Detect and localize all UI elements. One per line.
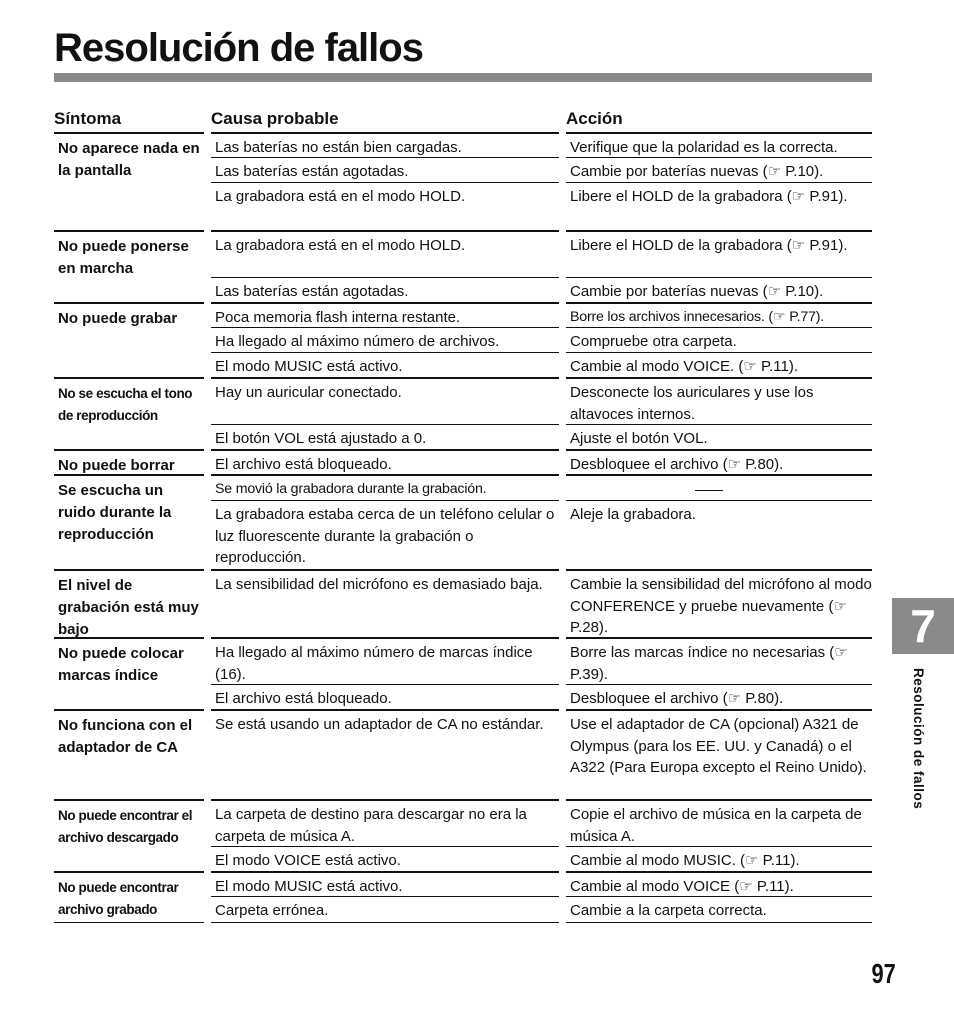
action-cell: Verifique que la polaridad es la correcta. bbox=[566, 132, 872, 157]
symptom-cell: No puede ponerse en marcha bbox=[54, 230, 204, 302]
symptom-cell: No funciona con el adaptador de CA bbox=[54, 709, 204, 799]
symptom-cell: No puede grabar bbox=[54, 302, 204, 377]
action-cell: Cambie al modo VOICE. (☞ P.11). bbox=[566, 352, 872, 377]
bottom-rule-cause bbox=[211, 922, 559, 923]
symptom-cell: No aparece nada en la pantalla bbox=[54, 132, 204, 230]
cause-cell: La carpeta de destino para descargar no era la carpeta de música A. bbox=[211, 799, 559, 846]
action-cell: Cambie por baterías nuevas (☞ P.10). bbox=[566, 277, 872, 302]
action-cell: Ajuste el botón VOL. bbox=[566, 424, 872, 449]
cause-cell: El modo VOICE está activo. bbox=[211, 846, 559, 871]
action-cell: Aleje la grabadora. bbox=[566, 500, 872, 569]
symptom-cell: No puede encontrar archivo grabado bbox=[54, 871, 204, 922]
action-cell: Libere el HOLD de la grabadora (☞ P.91). bbox=[566, 182, 872, 230]
cause-cell: Las baterías están agotadas. bbox=[211, 277, 559, 302]
no-action-dash bbox=[695, 490, 723, 491]
side-section-label: Resolución de fallos bbox=[911, 668, 926, 810]
symptom-cell: No puede colocar marcas índice bbox=[54, 637, 204, 709]
action-cell: Copie el archivo de música en la carpeta de música A. bbox=[566, 799, 872, 846]
symptom-cell: No puede borrar bbox=[54, 449, 204, 474]
cause-cell: Se está usando un adaptador de CA no estándar. bbox=[211, 709, 559, 799]
page-title: Resolución de fallos bbox=[54, 26, 423, 70]
action-cell: Use el adaptador de CA (opcional) A321 de Olympus (para los EE. UU. y Canadá) o el A322 (Para Europa excepto el Reino Unido). bbox=[566, 709, 872, 799]
page-number: 97 bbox=[871, 958, 896, 989]
symptom-cell: No se escucha el tono de reproducción bbox=[54, 377, 204, 449]
symptom-cell: El nivel de grabación está muy bajo bbox=[54, 569, 204, 637]
action-cell: Cambie por baterías nuevas (☞ P.10). bbox=[566, 157, 872, 182]
action-cell: Desbloquee el archivo (☞ P.80). bbox=[566, 684, 872, 709]
symptom-cell: Se escucha un ruido durante la reproducción bbox=[54, 474, 204, 569]
cause-cell: El modo MUSIC está activo. bbox=[211, 871, 559, 896]
cause-cell: La grabadora está en el modo HOLD. bbox=[211, 182, 559, 230]
header-cause: Causa probable bbox=[211, 109, 339, 128]
action-cell bbox=[566, 474, 872, 500]
cause-cell: Las baterías están agotadas. bbox=[211, 157, 559, 182]
action-cell: Cambie la sensibilidad del micrófono al modo CONFERENCE y pruebe nuevamente (☞ P.28). bbox=[566, 569, 872, 637]
chapter-tab: 7 bbox=[892, 598, 954, 654]
cause-cell: Carpeta errónea. bbox=[211, 896, 559, 922]
action-cell: Cambie al modo VOICE (☞ P.11). bbox=[566, 871, 872, 896]
cause-cell: Ha llegado al máximo número de archivos. bbox=[211, 327, 559, 352]
cause-cell: El archivo está bloqueado. bbox=[211, 449, 559, 474]
action-cell: Borre los archivos innecesarios. (☞ P.77). bbox=[566, 302, 872, 327]
action-cell: Libere el HOLD de la grabadora (☞ P.91). bbox=[566, 230, 872, 277]
cause-cell: Las baterías no están bien cargadas. bbox=[211, 132, 559, 157]
header-symptom: Síntoma bbox=[54, 109, 122, 128]
header-action: Acción bbox=[566, 109, 623, 128]
cause-cell: Ha llegado al máximo número de marcas índice (16). bbox=[211, 637, 559, 684]
cause-cell: Poca memoria flash interna restante. bbox=[211, 302, 559, 327]
action-cell: Borre las marcas índice no necesarias (☞ P.39). bbox=[566, 637, 872, 684]
action-cell: Compruebe otra carpeta. bbox=[566, 327, 872, 352]
cause-cell: La grabadora está en el modo HOLD. bbox=[211, 230, 559, 277]
action-cell: Cambie a la carpeta correcta. bbox=[566, 896, 872, 922]
bottom-rule-action bbox=[566, 922, 872, 923]
cause-cell: El modo MUSIC está activo. bbox=[211, 352, 559, 377]
symptom-cell: No puede encontrar el archivo descargado bbox=[54, 799, 204, 871]
cause-cell: La sensibilidad del micrófono es demasiado baja. bbox=[211, 569, 559, 637]
action-cell: Cambie al modo MUSIC. (☞ P.11). bbox=[566, 846, 872, 871]
cause-cell: El botón VOL está ajustado a 0. bbox=[211, 424, 559, 449]
action-cell: Desconecte los auriculares y use los altavoces internos. bbox=[566, 377, 872, 424]
action-cell: Desbloquee el archivo (☞ P.80). bbox=[566, 449, 872, 474]
cause-cell: El archivo está bloqueado. bbox=[211, 684, 559, 709]
cause-cell: La grabadora estaba cerca de un teléfono celular o luz fluorescente durante la grabación o reproducción. bbox=[211, 500, 559, 569]
cause-cell: Hay un auricular conectado. bbox=[211, 377, 559, 424]
cause-cell: Se movió la grabadora durante la grabación. bbox=[211, 474, 559, 500]
bottom-rule-symptom bbox=[54, 922, 204, 923]
